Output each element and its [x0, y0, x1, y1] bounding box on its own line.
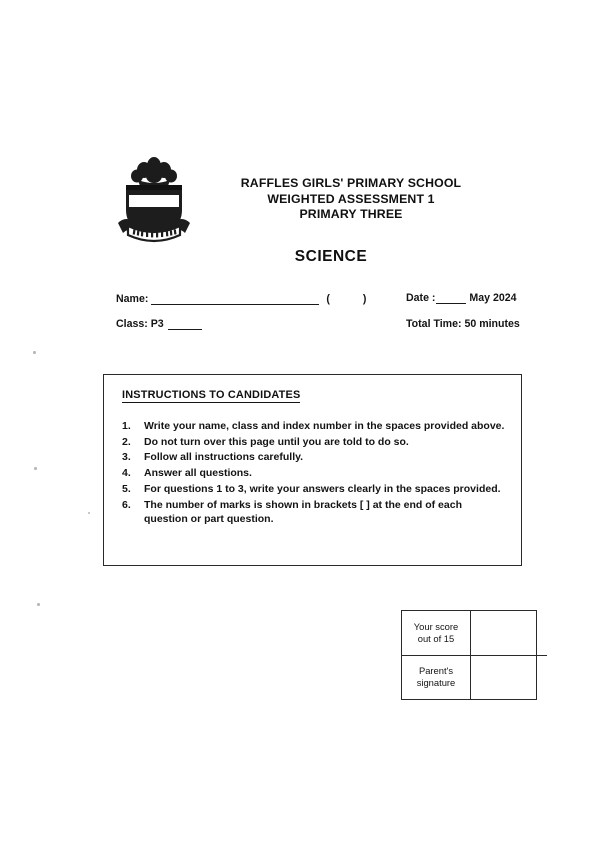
instruction-text: For questions 1 to 3, write your answers clearly in the spaces provided. — [144, 482, 501, 495]
date-field-row — [406, 292, 517, 304]
total-time-row: Total Time: 50 minutes — [406, 318, 520, 330]
instruction-text: Write your name, class and index number in the spaces provided above. — [144, 420, 505, 432]
assessment-name: WEIGHTED ASSESSMENT 1 — [267, 191, 435, 206]
instruction-number: 2. — [122, 435, 131, 448]
score-value-cell[interactable] — [471, 611, 548, 655]
instruction-number: 4. — [122, 467, 131, 480]
name-field-row — [116, 292, 366, 305]
class-label: Class: P3 — [116, 318, 164, 330]
table-row — [402, 611, 547, 655]
class-field-row — [116, 318, 202, 330]
index-close-paren: ) — [362, 293, 367, 305]
score-label-line1: Your score — [413, 620, 459, 632]
instruction-item — [122, 498, 507, 526]
instruction-item — [122, 435, 507, 449]
school-crest-icon — [108, 152, 200, 248]
parent-label-line2: signature — [416, 677, 456, 689]
instruction-text: Answer all questions. — [144, 467, 252, 480]
instruction-item — [122, 466, 507, 480]
date-label: Date : — [406, 292, 436, 304]
instruction-item — [122, 419, 507, 433]
score-label-cell — [402, 611, 471, 655]
scan-speckle — [88, 512, 90, 514]
date-month-year: May 2024 — [469, 292, 517, 304]
instruction-text: The number of marks is shown in brackets [ ] at the end of each question or part question. — [144, 498, 462, 525]
name-input[interactable] — [151, 292, 319, 305]
instructions-box — [103, 374, 522, 566]
table-row — [402, 655, 547, 699]
instruction-number: 5. — [122, 482, 131, 495]
instruction-number: 1. — [122, 420, 131, 432]
instruction-text: Follow all instructions carefully. — [144, 451, 304, 464]
score-table — [402, 611, 547, 699]
date-input[interactable] — [436, 292, 466, 304]
scan-speckle — [37, 603, 40, 606]
score-box — [401, 610, 537, 700]
scan-speckle — [34, 467, 37, 470]
name-label: Name: — [116, 293, 149, 305]
school-name: RAFFLES GIRLS' PRIMARY SCHOOL — [240, 176, 462, 190]
index-open-paren: ( — [326, 293, 330, 305]
scan-speckle — [33, 351, 36, 354]
instruction-number: 3. — [122, 451, 131, 464]
class-input[interactable] — [168, 318, 202, 330]
level-name: PRIMARY THREE — [299, 207, 403, 221]
instruction-number: 6. — [122, 498, 131, 511]
subject-title: SCIENCE — [294, 248, 368, 265]
instructions-list — [122, 419, 507, 527]
school-header — [200, 176, 502, 223]
instruction-text: Do not turn over this page until you are told to do so. — [144, 435, 409, 448]
instruction-item — [122, 482, 507, 496]
instruction-item — [122, 450, 507, 464]
parent-label-line1: Parent's — [418, 665, 454, 677]
parent-label-cell — [402, 655, 471, 699]
instructions-heading: INSTRUCTIONS TO CANDIDATES — [122, 389, 301, 401]
score-label-line2: out of 15 — [417, 632, 455, 644]
parent-signature-cell[interactable] — [471, 655, 548, 699]
